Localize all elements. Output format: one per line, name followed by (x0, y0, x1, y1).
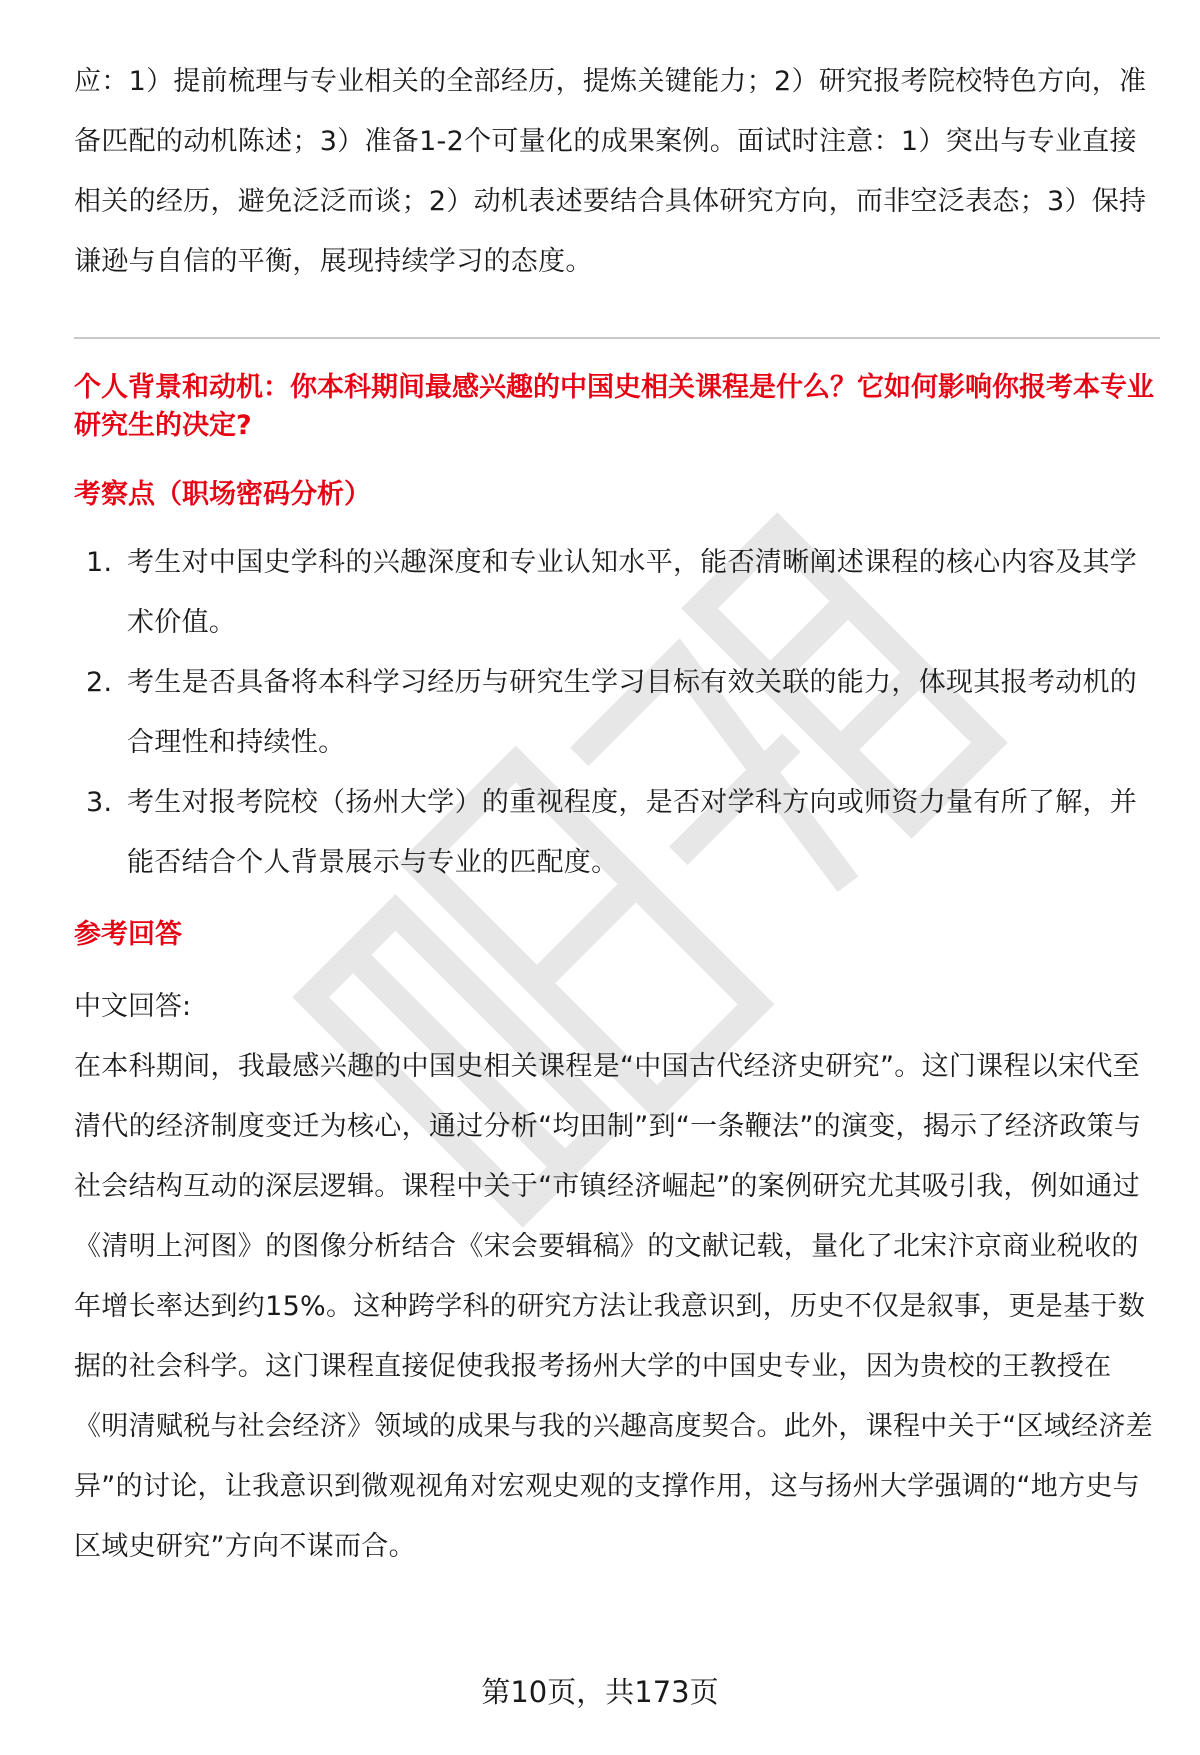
list-item (74, 533, 1160, 653)
intro-paragraph: 应：1）提前梳理与专业相关的全部经历，提炼关键能力；2）研究报考院校特色方向，准备匹配的动机陈述；3）准备1-2个可量化的成果案例。面试时注意：1）突出与专业直接相关的经历，避免泛泛而谈；2）动机表述要结合具体研究方向，而非空泛表态；3）保持谦逊与自信的平衡，展现持续学习的态度。 (74, 66, 1147, 277)
page-number-footer: 第10页，共173页 (481, 1675, 719, 1709)
list-item-number: 2. (86, 667, 113, 698)
page-content (74, 52, 1160, 1577)
list-item-text: 考生是否具备将本科学习经历与研究生学习目标有效关联的能力，体现其报考动机的合理性和持续性。 (127, 667, 1138, 758)
list-item (74, 773, 1160, 893)
assessment-heading: 考察点（职场密码分析） (74, 479, 371, 510)
list-item-text: 考生对报考院校（扬州大学）的重视程度，是否对学科方向或师资力量有所了解，并能否结合个人背景展示与专业的匹配度。 (127, 787, 1138, 878)
list-item (74, 653, 1160, 773)
answer-label: 中文回答: (74, 991, 192, 1022)
assessment-points-list (74, 533, 1160, 893)
list-item-number: 1. (86, 547, 113, 578)
reference-heading: 参考回答 (74, 919, 182, 950)
section-divider (74, 337, 1160, 339)
list-item-number: 3. (86, 787, 113, 818)
question-heading: 个人背景和动机：你本科期间最感兴趣的中国史相关课程是什么？它如何影响你报考本专业研究生的决定? (74, 372, 1154, 441)
answer-paragraph: 在本科期间，我最感兴趣的中国史相关课程是“中国古代经济史研究”。这门课程以宋代至清代的经济制度变迁为核心，通过分析“均田制”到“一条鞭法”的演变，揭示了经济政策与社会结构互动的深层逻辑。课程中关于“市镇经济崛起”的案例研究尤其吸引我，例如通过《清明上河图》的图像分析结合《宋会要辑稿》的文献记载，量化了北宋汴京商业税收的年增长率达到约15%。这种跨学科的研究方法让我意识到，历史不仅是叙事，更是基于数据的社会科学。这门课程直接促使我报考扬州大学的中国史专业，因为贵校的王教授在《明清赋税与社会经济》领域的成果与我的兴趣高度契合。此外，课程中关于“区域经济差异”的讨论，让我意识到微观视角对宏观史观的支撑作用，这与扬州大学强调的“地方史与区域史研究”方向不谋而合。 (74, 1051, 1153, 1562)
list-item-text: 考生对中国史学科的兴趣深度和专业认知水平，能否清晰阐述课程的核心内容及其学术价值。 (127, 547, 1138, 638)
